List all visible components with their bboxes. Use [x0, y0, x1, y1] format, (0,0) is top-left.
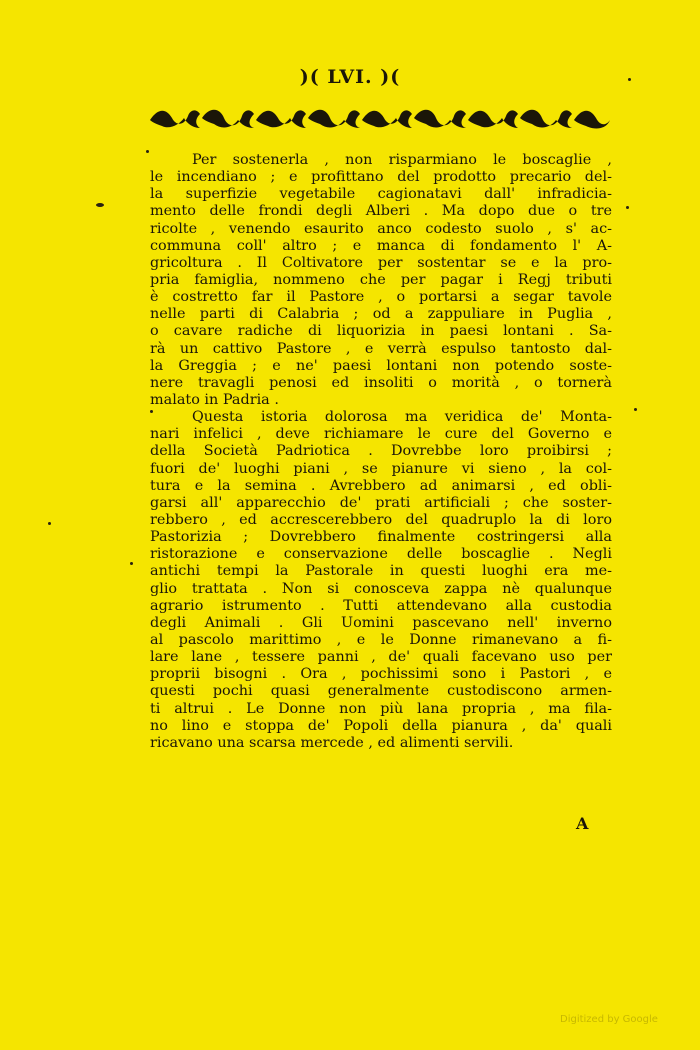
text-line: malato in Padria . — [150, 391, 279, 408]
ornament-divider — [150, 104, 610, 132]
text-line: nelle parti di Calabria ; od a zappuliare in Puglia , — [150, 306, 612, 323]
watermark: Digitized by Google — [560, 1014, 658, 1025]
text-line: glio trattata . Non si conosceva zappa nè qualunque — [150, 580, 612, 597]
text-line: Pastorizia ; Dovrebbero finalmente costringersi alla — [150, 529, 612, 546]
text-line: della Società Padriotica . Dovrebbe loro proibirsi ; — [150, 443, 612, 460]
ink-speck — [48, 522, 51, 525]
text-line: la Greggia ; e ne' paesi lontani non potendo soste- — [150, 357, 612, 374]
text-line: è costretto far il Pastore , o portarsi a segar tavole — [150, 289, 612, 306]
text-line: ristorazione e conservazione delle boscaglie . Negli — [150, 546, 612, 563]
text-line: no lino e stoppa de' Popoli della pianura , da' quali — [150, 717, 612, 734]
catchword: A — [576, 814, 589, 833]
ink-speck — [96, 203, 104, 207]
text-line: ti altrui . Le Donne non più lana propria , ma fila- — [150, 700, 612, 717]
text-line: rebbero , ed accrescerebbero del quadruplo la di loro — [150, 511, 612, 528]
text-line: Per sostenerla , non risparmiano le boscaglie , — [192, 152, 612, 168]
text-line: garsi all' apparecchio de' prati artificiali ; che soster- — [150, 494, 612, 511]
paragraph-2 — [150, 409, 612, 752]
text-line: fuori de' luoghi piani , se pianure vi sieno , la col- — [150, 460, 612, 477]
text-line: nari infelici , deve richiamare le cure del Governo e — [150, 426, 612, 443]
ink-speck — [634, 408, 637, 411]
ink-speck — [626, 206, 629, 209]
text-line: ricavano una scarsa mercede , ed alimenti servili. — [150, 734, 514, 751]
text-line: antichi tempi la Pastorale in questi luoghi era me- — [150, 563, 612, 580]
text-line: Questa istoria dolorosa ma veridica de' Monta- — [192, 409, 612, 426]
ink-speck — [150, 410, 153, 413]
text-line: degli Animali . Gli Uomini pascevano nell' inverno — [150, 614, 612, 631]
text-line: mento delle frondi degli Alberi . Ma dopo due o tre — [150, 203, 612, 220]
text-line: lare lane , tessere panni , de' quali facevano uso per — [150, 649, 612, 666]
text-line: al pascolo marittimo , e le Donne rimanevano a fi- — [150, 631, 612, 648]
body-text — [150, 152, 612, 752]
text-line: nere travagli penosi ed insoliti o morità , o tornerà — [150, 374, 612, 391]
text-line: gricoltura . Il Coltivatore per sostentar se e la pro- — [150, 254, 612, 271]
text-line: rà un cattivo Pastore , e verrà espulso tantosto dal- — [150, 340, 612, 357]
text-line: communa coll' altro ; e manca di fondamento l' A- — [150, 237, 612, 254]
ink-speck — [130, 562, 133, 565]
paragraph-1 — [150, 152, 612, 409]
text-line: ricolte , venendo esaurito anco codesto suolo , s' ac- — [150, 220, 612, 237]
text-line: tura e la semina . Avrebbero ad animarsi , ed obli- — [150, 477, 612, 494]
text-line: questi pochi quasi generalmente custodiscono armen- — [150, 683, 612, 700]
text-line: agrario istrumento . Tutti attendevano alla custodia — [150, 597, 612, 614]
page-number: )( LVI. )( — [299, 66, 401, 88]
text-line: la superfizie vegetabile cagionatavi dall' infradicia- — [150, 186, 612, 203]
text-line: proprii bisogni . Ora , pochissimi sono i Pastori , e — [150, 666, 612, 683]
text-line: pria famiglia, nommeno che per pagar i Regj tributi — [150, 271, 612, 288]
text-line: o cavare radiche di liquorizia in paesi lontani . Sa- — [150, 323, 612, 340]
ink-speck — [628, 78, 631, 81]
ink-speck — [146, 150, 149, 153]
text-line: le incendiano ; e profittano del prodotto precario del- — [150, 169, 612, 186]
